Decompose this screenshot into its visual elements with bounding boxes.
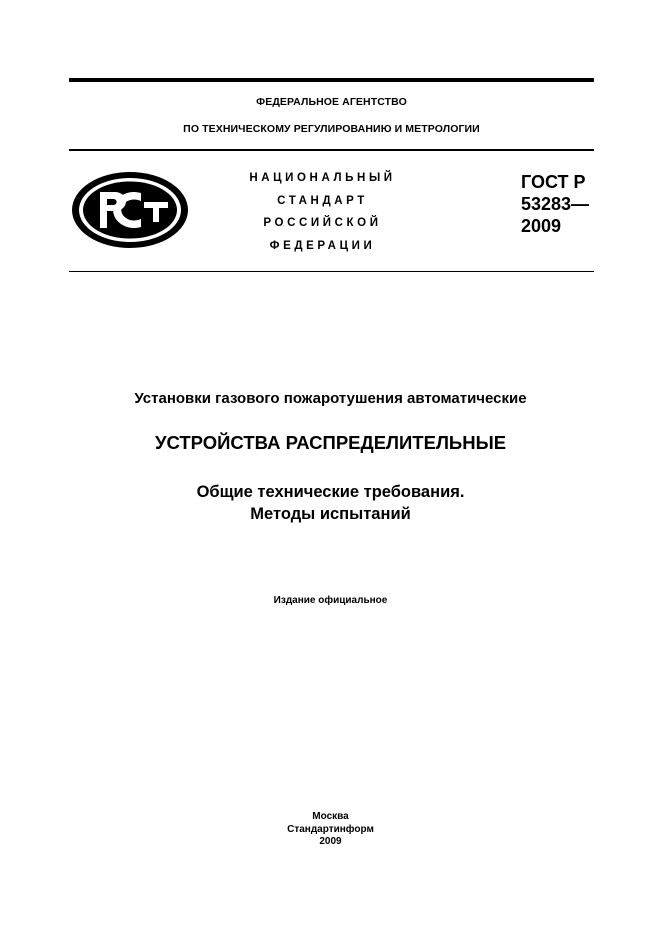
standard-type-block — [230, 171, 415, 261]
header-middle-rule — [69, 149, 594, 151]
document-subject: Установки газового пожаротушения автоматические — [134, 390, 527, 407]
gost-line-3: 2009 — [521, 216, 562, 236]
imprint-year: 2009 — [319, 836, 342, 847]
rst-mark-icon — [70, 170, 190, 250]
agency-name-line-2: ПО ТЕХНИЧЕСКОМУ РЕГУЛИРОВАНИЮ И МЕТРОЛОГИИ — [183, 123, 480, 135]
imprint — [0, 811, 661, 849]
header-top-rule — [69, 78, 594, 82]
standard-type-line-2: СТАНДАРТ — [277, 194, 368, 207]
edition-note: Издание официальное — [273, 595, 388, 606]
header-bottom-rule — [69, 271, 594, 272]
imprint-publisher: Стандартинформ — [287, 823, 374, 835]
gost-line-2: 53283— — [521, 194, 590, 214]
gost-line-1: ГОСТ Р — [521, 172, 586, 192]
imprint-city: Москва — [312, 811, 349, 822]
document-title: УСТРОЙСТВА РАСПРЕДЕЛИТЕЛЬНЫЕ — [154, 432, 507, 453]
agency-name-line-1: ФЕДЕРАЛЬНОЕ АГЕНТСТВО — [256, 96, 407, 108]
standard-type-line-1: НАЦИОНАЛЬНЫЙ — [249, 172, 396, 184]
standard-type-line-3: РОССИЙСКОЙ — [263, 217, 382, 229]
document-subtitle-line-2: Методы испытаний — [250, 505, 411, 523]
document-subtitle-line-1: Общие технические требования. — [196, 483, 465, 501]
document-subtitle — [0, 481, 661, 525]
standard-type-line-4: ФЕДЕРАЦИИ — [269, 239, 376, 252]
gost-designation — [521, 171, 601, 237]
